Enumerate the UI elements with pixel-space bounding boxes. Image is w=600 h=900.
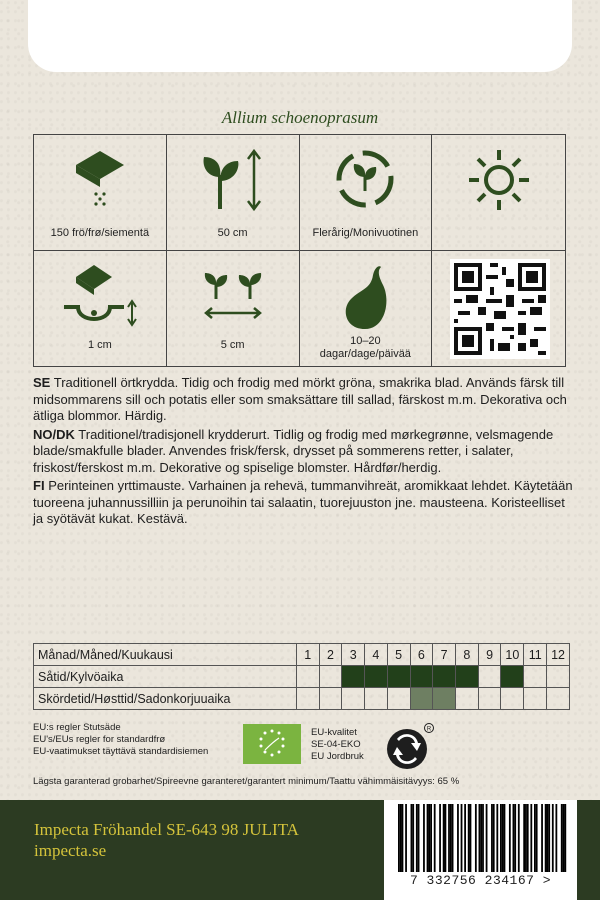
barcode-bar — [513, 804, 515, 872]
barcode-bar — [541, 804, 543, 872]
barcode-bar — [439, 804, 441, 872]
barcode-bar — [470, 804, 472, 872]
barcode-bar — [423, 804, 425, 872]
calendar-row-label: Såtid/Kylvöaika — [34, 666, 297, 688]
sowing-depth-icon — [60, 263, 140, 329]
barcode-bar — [530, 804, 532, 872]
month-5: 5 — [387, 644, 410, 666]
eu-line: EU-kvalitet — [311, 727, 357, 738]
barcode-bar — [563, 804, 565, 872]
website-link[interactable]: impecta.se — [34, 841, 107, 860]
height-label: 50 cm — [217, 227, 248, 239]
sow-month-9 — [478, 666, 501, 688]
month-9: 9 — [478, 644, 501, 666]
barcode-bar — [452, 804, 454, 872]
barcode-bar — [545, 804, 547, 872]
barcode-bar — [509, 804, 511, 872]
svg-text:R: R — [426, 726, 432, 733]
barcode-bar — [400, 804, 402, 872]
calendar-row-label: Skördetid/Høsttid/Sadonkorjuuaika — [34, 688, 297, 710]
note-line: EU:s regler Stutsäde — [33, 722, 121, 733]
sow-month-11 — [524, 666, 547, 688]
sun-icon — [466, 147, 532, 213]
sow-month-1 — [296, 666, 319, 688]
calendar-row-harvest — [34, 688, 570, 710]
cell-sun — [432, 135, 565, 251]
barcode-bar — [480, 804, 482, 872]
lifecycle-label: Flerårig/Monivuotinen — [312, 227, 419, 239]
desc-se — [33, 375, 573, 425]
depth-label: 1 cm — [87, 338, 112, 351]
sow-month-8 — [455, 666, 478, 688]
barcode — [384, 800, 577, 900]
barcode-bar — [418, 804, 420, 872]
cell-spacing — [167, 251, 300, 367]
desc-fi-text: Perinteinen yrttimauste. Varhainen ja rehevä, tummanvihreät, aromikkaat lehdet. Käytetään tuoreena juhannussilliin ja perunoihin tai salaatin, tuorejuuston jne. mausteena. Koristeelliset ja syötävät kukat. Kestävä. — [33, 478, 573, 526]
barcode-bar — [527, 804, 529, 872]
sow-month-5 — [387, 666, 410, 688]
latin-name: Allium schoenoprasum — [221, 108, 379, 127]
seed-count-label: 150 frö/frø/siementä — [50, 227, 150, 239]
note-line: EU's/EUs regler for standardfrø — [33, 734, 166, 745]
barcode-bar — [482, 804, 484, 872]
sow-month-10 — [501, 666, 524, 688]
desc-no-text: Traditionel/tradisjonell krydderurt. Tidlig og frodig med mørkegrønne, velsmagende blade/smakfulle blader. Anvendes frisk/fersk, drysset på sommerens retter, i salater, friskost/ferskost m.m. Dekorative og spiselige blomster. Hårdfør/herdig. — [33, 426, 554, 475]
barcode-bar — [548, 804, 550, 872]
lang-code-no: NO/DK — [33, 426, 75, 442]
plant-height-icon — [198, 147, 268, 213]
barcode-bar — [496, 804, 498, 872]
harvest-month-9 — [478, 688, 501, 710]
barcode-bar — [523, 804, 525, 872]
barcode-bar — [464, 804, 466, 872]
barcode-bar — [430, 804, 432, 872]
company-address — [34, 819, 299, 861]
sow-month-7 — [433, 666, 456, 688]
plant-spacing-icon — [198, 263, 268, 327]
month-7: 7 — [433, 644, 456, 666]
barcode-bar — [500, 804, 502, 872]
lang-code-fi: FI — [33, 478, 45, 493]
barcode-number: 7 332756 234167 > — [409, 873, 552, 888]
month-3: 3 — [342, 644, 365, 666]
barcode-bar — [552, 804, 554, 872]
barcode-bar — [502, 804, 504, 872]
barcode-bar — [398, 804, 400, 872]
note-line: EU-vaatimukset täyttävä standardisiemen — [33, 746, 209, 757]
barcode-bar — [547, 804, 549, 872]
barcode-bar — [450, 804, 452, 872]
harvest-month-4 — [365, 688, 388, 710]
barcode-bar — [434, 804, 436, 872]
desc-fi — [33, 478, 573, 528]
qr-code-icon[interactable] — [450, 259, 550, 359]
barcode-bar — [475, 804, 477, 872]
harvest-month-5 — [387, 688, 410, 710]
barcode-bar — [486, 804, 488, 872]
barcode-bar — [479, 804, 481, 872]
barcode-bar — [534, 804, 536, 872]
month-2: 2 — [319, 644, 342, 666]
barcode-bar — [412, 804, 414, 872]
desc-se-text: Traditionell örtkrydda. Tidig och frodig med mörkt gröna, smakrika blad. Används färsk till midsommarens sill och potatis eller som smaksättare till sallad, färskost m.m. Dekorativa och ätliga blommor. Härdig. — [33, 375, 567, 423]
eu-line: EU Jordbruk — [311, 751, 364, 762]
barcode-bar — [525, 804, 527, 872]
barcode-bar — [518, 804, 520, 872]
month-6: 6 — [410, 644, 433, 666]
harvest-month-12 — [547, 688, 570, 710]
barcode-bar — [564, 804, 566, 872]
barcode-bars — [398, 804, 568, 872]
barcode-bar — [427, 804, 429, 872]
perennial-cycle-icon — [333, 147, 397, 211]
barcode-bar — [555, 804, 557, 872]
cell-seed-count — [34, 135, 167, 251]
barcode-bar — [493, 804, 495, 872]
green-dot-recycling-icon — [383, 721, 435, 773]
month-11: 11 — [524, 644, 547, 666]
cell-germination — [300, 251, 433, 367]
sow-month-3 — [342, 666, 365, 688]
harvest-month-8 — [455, 688, 478, 710]
barcode-bar — [428, 804, 430, 872]
harvest-month-10 — [501, 688, 524, 710]
lang-code-se: SE — [33, 375, 51, 390]
harvest-month-2 — [319, 688, 342, 710]
sow-month-2 — [319, 666, 342, 688]
harvest-month-7 — [433, 688, 456, 710]
desc-no — [33, 427, 573, 477]
month-10: 10 — [501, 644, 524, 666]
info-grid — [33, 134, 566, 367]
harvest-month-1 — [296, 688, 319, 710]
germination-label: 10–20 dagar/dage/päivää — [319, 334, 411, 360]
calendar-header: Månad/Måned/Kuukausi — [34, 644, 297, 666]
hang-hole — [28, 0, 572, 72]
sow-month-4 — [365, 666, 388, 688]
barcode-bar — [491, 804, 493, 872]
barcode-bar — [445, 804, 447, 872]
harvest-month-3 — [342, 688, 365, 710]
eu-organic-text — [311, 727, 364, 763]
barcode-bar — [468, 804, 470, 872]
barcode-bar — [411, 804, 413, 872]
barcode-bar — [461, 804, 463, 872]
seed-packet-icon — [69, 147, 131, 209]
harvest-month-6 — [410, 688, 433, 710]
description — [33, 375, 573, 530]
calendar-header-row — [34, 644, 570, 666]
cell-depth — [34, 251, 167, 367]
barcode-bar — [416, 804, 418, 872]
month-4: 4 — [365, 644, 388, 666]
sowing-calendar — [33, 643, 570, 710]
germination-icon — [335, 263, 395, 331]
month-8: 8 — [455, 644, 478, 666]
barcode-bar — [402, 804, 404, 872]
eu-organic-leaf-icon — [243, 724, 301, 764]
barcode-bar — [448, 804, 450, 872]
spacing-label: 5 cm — [220, 338, 245, 351]
cell-lifecycle — [300, 135, 433, 251]
month-1: 1 — [296, 644, 319, 666]
barcode-bar — [405, 804, 407, 872]
cell-qr — [432, 251, 565, 367]
eu-line: SE-04-EKO — [311, 739, 361, 750]
barcode-bar — [561, 804, 563, 872]
barcode-bar — [536, 804, 538, 872]
sow-month-6 — [410, 666, 433, 688]
barcode-bar — [443, 804, 445, 872]
harvest-month-11 — [524, 688, 547, 710]
seed-standard-notes — [33, 722, 208, 758]
month-12: 12 — [547, 644, 570, 666]
calendar-row-sow — [34, 666, 570, 688]
cell-height — [167, 135, 300, 251]
address-line: Impecta Fröhandel SE-643 98 JULITA — [34, 820, 299, 839]
barcode-bar — [504, 804, 506, 872]
sow-month-12 — [547, 666, 570, 688]
barcode-bar — [457, 804, 459, 872]
germination-guarantee: Lägsta garanterad grobarhet/Spireevne garanteret/garantert minimum/Taattu vähimmäisitävyys: 65 % — [33, 776, 460, 787]
barcode-bar — [514, 804, 516, 872]
